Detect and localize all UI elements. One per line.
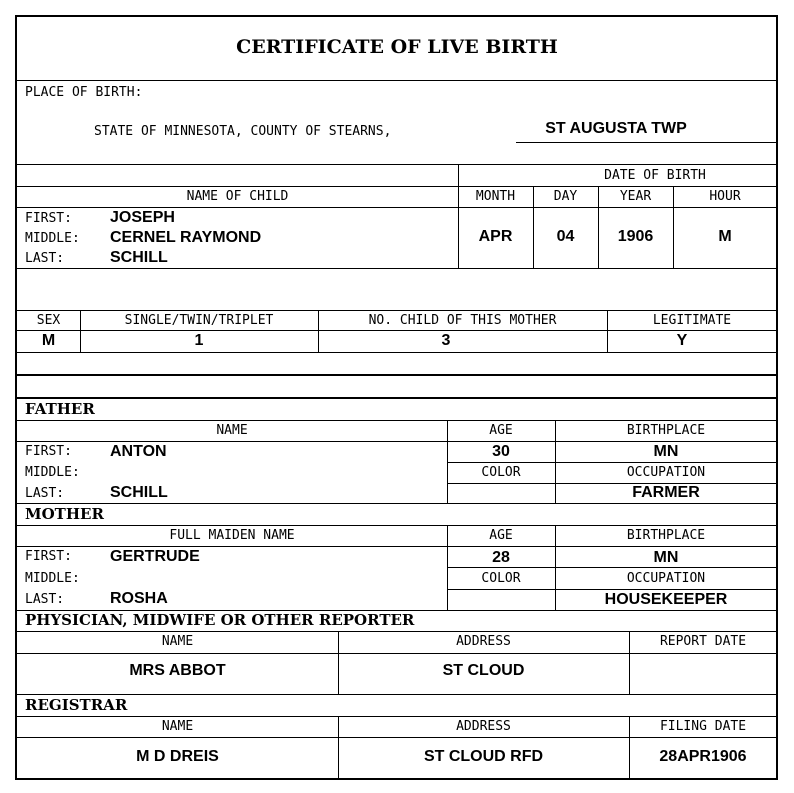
child-first-label: FIRST: bbox=[25, 211, 72, 226]
father-occupation: FARMER bbox=[632, 484, 700, 501]
father-occupation-label: OCCUPATION bbox=[626, 465, 706, 480]
father-age: 30 bbox=[492, 443, 510, 460]
rule bbox=[17, 716, 777, 717]
place-of-birth-label: PLACE OF BIRTH: bbox=[25, 85, 143, 100]
rule bbox=[447, 462, 777, 463]
rule bbox=[17, 631, 777, 632]
dob-header: DATE OF BIRTH bbox=[604, 168, 706, 183]
father-name-header: NAME bbox=[216, 423, 248, 438]
dob-month: APR bbox=[478, 228, 513, 245]
dob-year-label: YEAR bbox=[619, 189, 652, 204]
dob-month-label: MONTH bbox=[475, 189, 516, 204]
mother-age-label: AGE bbox=[489, 528, 513, 543]
dob-day: 04 bbox=[556, 228, 575, 245]
plurality-label: SINGLE/TWIN/TRIPLET bbox=[124, 313, 274, 328]
dob-day-label: DAY bbox=[553, 189, 578, 204]
rule-v bbox=[458, 164, 459, 268]
father-section-title: FATHER bbox=[25, 400, 95, 418]
rule-thick bbox=[17, 397, 777, 399]
child-last-label: LAST: bbox=[25, 251, 65, 266]
registrar-address-label: ADDRESS bbox=[456, 719, 511, 734]
rule bbox=[447, 589, 777, 590]
certificate-title: CERTIFICATE OF LIVE BIRTH bbox=[236, 36, 558, 58]
rule bbox=[447, 483, 777, 484]
father-last-name: SCHILL bbox=[110, 484, 168, 501]
rule bbox=[17, 330, 777, 331]
rule bbox=[17, 268, 777, 269]
father-birthplace: MN bbox=[653, 443, 679, 460]
place-township: ST AUGUSTA TWP bbox=[545, 120, 687, 137]
mother-first-label: FIRST: bbox=[25, 549, 72, 564]
father-middle-label: MIDDLE: bbox=[25, 465, 80, 480]
registrar-filing-date: 28APR1906 bbox=[659, 748, 747, 765]
mother-first-name: GERTRUDE bbox=[110, 548, 200, 565]
mother-age: 28 bbox=[492, 549, 510, 566]
child-first-name: JOSEPH bbox=[110, 209, 175, 226]
dob-year: 1906 bbox=[617, 228, 654, 245]
child-middle-name: CERNEL RAYMOND bbox=[110, 229, 262, 246]
mother-section-title: MOTHER bbox=[25, 505, 104, 523]
mother-last-label: LAST: bbox=[25, 592, 65, 607]
dob-hour: M bbox=[718, 228, 732, 245]
rule bbox=[447, 567, 777, 568]
reporter-section-title: PHYSICIAN, MIDWIFE OR OTHER REPORTER bbox=[25, 611, 415, 629]
child-last-name: SCHILL bbox=[110, 249, 168, 266]
legitimate-value: Y bbox=[676, 332, 688, 349]
rule bbox=[17, 525, 777, 526]
registrar-date-label: FILING DATE bbox=[659, 719, 747, 734]
reporter-name: MRS ABBOT bbox=[129, 662, 226, 679]
sex-label: SEX bbox=[36, 313, 61, 328]
registrar-name: M D DREIS bbox=[136, 748, 219, 765]
father-last-label: LAST: bbox=[25, 486, 65, 501]
rule bbox=[17, 503, 777, 504]
rule bbox=[17, 80, 777, 81]
rule bbox=[17, 207, 777, 208]
mother-birthplace-label: BIRTHPLACE bbox=[626, 528, 706, 543]
mother-color-label: COLOR bbox=[481, 571, 521, 586]
place-underline bbox=[516, 142, 776, 143]
child-middle-label: MIDDLE: bbox=[25, 231, 80, 246]
father-birthplace-label: BIRTHPLACE bbox=[626, 423, 706, 438]
dob-hour-label: HOUR bbox=[709, 189, 741, 204]
registrar-address: ST CLOUD RFD bbox=[423, 748, 544, 765]
reporter-address-label: ADDRESS bbox=[456, 634, 511, 649]
rule bbox=[17, 420, 777, 421]
mother-birthplace: MN bbox=[653, 549, 679, 566]
sex-value: M bbox=[41, 332, 56, 349]
rule-thick bbox=[17, 374, 777, 376]
rule bbox=[17, 694, 777, 695]
rule bbox=[17, 441, 777, 442]
reporter-date-label: REPORT DATE bbox=[659, 634, 747, 649]
mother-occupation: HOUSEKEEPER bbox=[604, 591, 728, 608]
father-first-label: FIRST: bbox=[25, 444, 72, 459]
father-color-label: COLOR bbox=[481, 465, 521, 480]
father-first-name: ANTON bbox=[110, 443, 167, 460]
registrar-section-title: REGISTRAR bbox=[25, 696, 128, 714]
rule bbox=[17, 546, 777, 547]
child-number-value: 3 bbox=[441, 332, 451, 349]
mother-middle-label: MIDDLE: bbox=[25, 571, 80, 586]
rule bbox=[17, 653, 777, 654]
plurality-value: 1 bbox=[194, 332, 204, 349]
father-age-label: AGE bbox=[489, 423, 513, 438]
child-number-label: NO. CHILD OF THIS MOTHER bbox=[368, 313, 557, 328]
mother-last-name: ROSHA bbox=[110, 590, 168, 607]
registrar-name-label: NAME bbox=[161, 719, 194, 734]
reporter-address: ST CLOUD bbox=[442, 662, 525, 679]
child-name-header: NAME OF CHILD bbox=[186, 189, 289, 204]
mother-name-header: FULL MAIDEN NAME bbox=[169, 528, 295, 543]
rule bbox=[17, 737, 777, 738]
reporter-name-label: NAME bbox=[161, 634, 194, 649]
mother-occupation-label: OCCUPATION bbox=[626, 571, 706, 586]
rule bbox=[17, 186, 777, 187]
place-of-birth-prefix: STATE OF MINNESOTA, COUNTY OF STEARNS, bbox=[94, 124, 392, 139]
rule bbox=[17, 164, 777, 165]
legitimate-label: LEGITIMATE bbox=[652, 313, 732, 328]
rule bbox=[17, 310, 777, 311]
rule bbox=[17, 352, 777, 353]
